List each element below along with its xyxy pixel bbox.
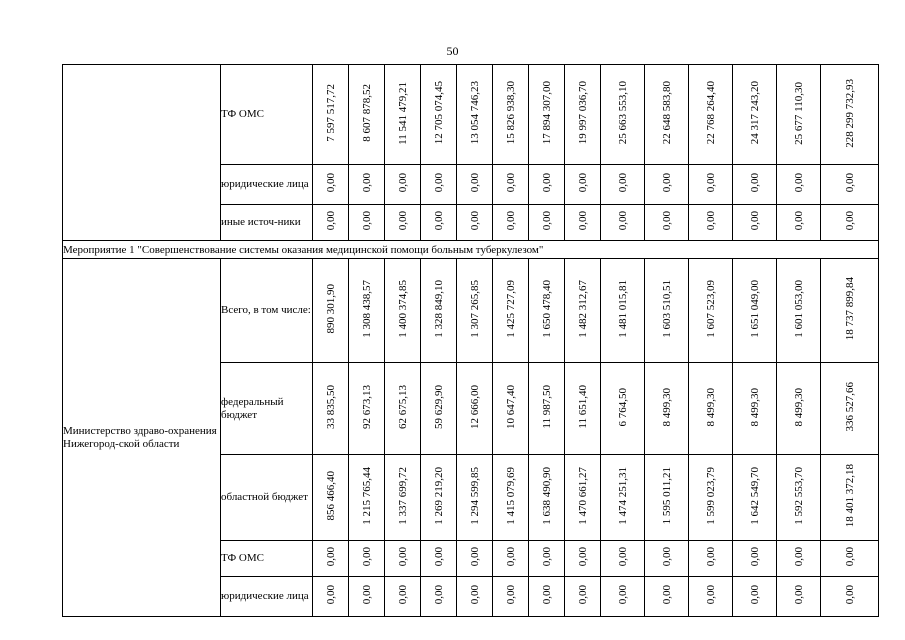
amount-cell <box>733 363 777 455</box>
amount-cell <box>457 205 493 241</box>
financing-table <box>62 64 879 617</box>
measure-title-row <box>63 241 879 259</box>
organization-cell <box>63 65 221 241</box>
amount-cell <box>421 65 457 165</box>
amount-value: 1 328 849,10 <box>432 280 445 338</box>
amount-value: 15 826 938,30 <box>504 81 517 145</box>
amount-cell <box>493 541 529 577</box>
amount-value: 1 603 510,51 <box>660 280 673 338</box>
amount-value: 0,00 <box>324 547 337 567</box>
amount-cell <box>349 205 385 241</box>
amount-value: 1 415 079,69 <box>504 467 517 525</box>
amount-value: 17 894 307,00 <box>540 81 553 145</box>
amount-cell <box>601 205 645 241</box>
amount-value: 0,00 <box>616 547 629 567</box>
amount-value: 24 317 243,20 <box>748 81 761 145</box>
amount-value: 10 647,40 <box>504 385 517 429</box>
amount-cell <box>313 165 349 205</box>
amount-value: 0,00 <box>360 547 373 567</box>
amount-cell <box>645 455 689 541</box>
amount-cell <box>313 455 349 541</box>
amount-value: 0,00 <box>540 173 553 193</box>
amount-value: 0,00 <box>576 547 589 567</box>
amount-value: 0,00 <box>468 585 481 605</box>
organization-cell: Министерство здраво-охранения Нижегород-ской области <box>63 259 221 617</box>
amount-value: 0,00 <box>843 211 856 231</box>
amount-cell <box>689 65 733 165</box>
amount-cell <box>385 541 421 577</box>
amount-value: 0,00 <box>540 547 553 567</box>
amount-cell <box>601 65 645 165</box>
amount-cell <box>313 541 349 577</box>
amount-value: 228 299 732,93 <box>843 78 856 148</box>
amount-value: 0,00 <box>504 585 517 605</box>
amount-value: 1 481 015,81 <box>616 280 629 338</box>
amount-value: 0,00 <box>504 547 517 567</box>
amount-cell <box>385 205 421 241</box>
amount-cell <box>689 205 733 241</box>
amount-value: 11 651,40 <box>576 385 589 429</box>
amount-cell <box>457 541 493 577</box>
amount-cell <box>565 165 601 205</box>
amount-cell <box>645 165 689 205</box>
amount-cell <box>777 363 821 455</box>
amount-cell <box>565 455 601 541</box>
amount-value: 25 677 110,30 <box>792 81 805 145</box>
amount-value: 8 499,30 <box>748 387 761 427</box>
amount-value: 0,00 <box>540 211 553 231</box>
amount-cell <box>821 259 879 363</box>
amount-cell <box>421 455 457 541</box>
amount-value: 0,00 <box>792 547 805 567</box>
amount-cell <box>493 363 529 455</box>
amount-value: 1 650 478,40 <box>540 280 553 338</box>
amount-cell <box>313 363 349 455</box>
amount-value: 0,00 <box>324 173 337 193</box>
amount-cell <box>565 65 601 165</box>
amount-value: 0,00 <box>704 547 717 567</box>
amount-cell <box>821 363 879 455</box>
amount-value: 0,00 <box>432 585 445 605</box>
amount-cell <box>601 541 645 577</box>
amount-value: 1 607 523,09 <box>704 280 717 338</box>
amount-value: 0,00 <box>396 585 409 605</box>
amount-cell <box>493 577 529 617</box>
amount-value: 8 607 878,52 <box>360 84 373 142</box>
amount-cell <box>529 259 565 363</box>
amount-value: 19 997 036,70 <box>576 81 589 145</box>
amount-cell <box>457 65 493 165</box>
amount-value: 0,00 <box>396 547 409 567</box>
amount-value: 0,00 <box>396 211 409 231</box>
amount-value: 1 638 490,90 <box>540 467 553 525</box>
amount-cell <box>821 65 879 165</box>
amount-value: 8 499,30 <box>704 387 717 427</box>
amount-value: 890 301,90 <box>324 284 337 334</box>
amount-cell <box>777 455 821 541</box>
amount-cell <box>457 363 493 455</box>
amount-value: 0,00 <box>792 211 805 231</box>
amount-value: 12 705 074,45 <box>432 81 445 145</box>
amount-value: 0,00 <box>748 547 761 567</box>
amount-cell <box>733 205 777 241</box>
amount-cell <box>493 455 529 541</box>
amount-value: 0,00 <box>576 211 589 231</box>
funding-source-label: федеральный бюджет <box>221 363 313 455</box>
amount-value: 0,00 <box>616 211 629 231</box>
amount-cell <box>733 259 777 363</box>
amount-cell <box>777 577 821 617</box>
amount-cell <box>421 165 457 205</box>
amount-cell <box>385 259 421 363</box>
funding-source-label: областной бюджет <box>221 455 313 541</box>
funding-source-label: ТФ ОМС <box>221 541 313 577</box>
amount-value: 0,00 <box>843 585 856 605</box>
amount-cell <box>385 455 421 541</box>
amount-value: 0,00 <box>660 547 673 567</box>
amount-cell <box>349 65 385 165</box>
amount-cell <box>777 65 821 165</box>
amount-value: 0,00 <box>748 173 761 193</box>
amount-value: 0,00 <box>360 585 373 605</box>
amount-cell <box>493 259 529 363</box>
amount-value: 0,00 <box>660 173 673 193</box>
amount-value: 0,00 <box>660 211 673 231</box>
amount-value: 1 294 599,85 <box>468 467 481 525</box>
amount-cell <box>645 205 689 241</box>
amount-cell <box>529 363 565 455</box>
amount-value: 8 499,30 <box>792 387 805 427</box>
amount-value: 0,00 <box>432 547 445 567</box>
amount-cell <box>645 541 689 577</box>
amount-value: 0,00 <box>748 585 761 605</box>
amount-value: 1 651 049,00 <box>748 280 761 338</box>
amount-cell <box>349 455 385 541</box>
amount-cell <box>313 577 349 617</box>
amount-cell <box>821 165 879 205</box>
amount-value: 11 987,50 <box>540 385 553 429</box>
amount-cell <box>777 541 821 577</box>
amount-cell <box>529 455 565 541</box>
amount-cell <box>645 259 689 363</box>
amount-cell <box>349 541 385 577</box>
amount-cell <box>313 65 349 165</box>
amount-cell <box>689 541 733 577</box>
amount-value: 1 482 312,67 <box>576 280 589 338</box>
amount-cell <box>733 577 777 617</box>
amount-cell <box>565 259 601 363</box>
amount-value: 18 737 899,84 <box>843 277 856 341</box>
amount-cell <box>349 577 385 617</box>
amount-cell <box>313 205 349 241</box>
funding-source-label: иные источ-ники <box>221 205 313 241</box>
amount-cell <box>733 65 777 165</box>
page-number: 50 <box>446 44 459 58</box>
amount-cell <box>421 205 457 241</box>
amount-value: 1 308 438,57 <box>360 280 373 338</box>
amount-cell <box>385 363 421 455</box>
amount-value: 8 499,30 <box>660 387 673 427</box>
amount-cell <box>601 363 645 455</box>
amount-cell <box>645 65 689 165</box>
amount-value: 18 401 372,18 <box>843 464 856 528</box>
amount-value: 1 601 053,00 <box>792 280 805 338</box>
amount-cell <box>529 65 565 165</box>
amount-cell <box>421 259 457 363</box>
amount-value: 0,00 <box>704 585 717 605</box>
amount-value: 0,00 <box>468 173 481 193</box>
amount-cell <box>601 165 645 205</box>
amount-cell <box>565 363 601 455</box>
amount-cell <box>529 165 565 205</box>
amount-value: 0,00 <box>360 211 373 231</box>
amount-cell <box>777 259 821 363</box>
amount-value: 336 527,66 <box>843 382 856 432</box>
amount-value: 0,00 <box>504 173 517 193</box>
amount-cell <box>493 165 529 205</box>
amount-cell <box>601 259 645 363</box>
funding-source-label: юридические лица <box>221 577 313 617</box>
amount-value: 62 675,13 <box>396 385 409 429</box>
amount-value: 0,00 <box>660 585 673 605</box>
amount-cell <box>421 577 457 617</box>
amount-value: 0,00 <box>468 547 481 567</box>
amount-value: 59 629,90 <box>432 385 445 429</box>
amount-cell <box>821 455 879 541</box>
amount-cell <box>733 455 777 541</box>
amount-value: 0,00 <box>432 211 445 231</box>
amount-cell <box>349 259 385 363</box>
amount-value: 1 269 219,20 <box>432 467 445 525</box>
amount-value: 1 599 023,79 <box>704 467 717 525</box>
amount-cell <box>493 205 529 241</box>
amount-cell <box>689 577 733 617</box>
amount-cell <box>385 165 421 205</box>
amount-cell <box>457 259 493 363</box>
amount-cell <box>821 205 879 241</box>
funding-source-label: ТФ ОМС <box>221 65 313 165</box>
amount-cell <box>349 363 385 455</box>
amount-cell <box>689 259 733 363</box>
amount-cell <box>689 455 733 541</box>
amount-cell <box>565 541 601 577</box>
measure-title: Мероприятие 1 "Совершенствование системы оказания медицинской помощи больным туберкулезом" <box>63 241 879 259</box>
amount-value: 0,00 <box>792 173 805 193</box>
amount-cell <box>645 577 689 617</box>
amount-value: 1 307 265,85 <box>468 280 481 338</box>
amount-cell <box>457 455 493 541</box>
amount-value: 11 541 479,21 <box>396 81 409 145</box>
amount-value: 0,00 <box>324 211 337 231</box>
amount-value: 0,00 <box>396 173 409 193</box>
amount-value: 0,00 <box>704 173 717 193</box>
amount-value: 33 835,50 <box>324 385 337 429</box>
amount-cell <box>457 165 493 205</box>
amount-cell <box>529 205 565 241</box>
amount-cell <box>421 541 457 577</box>
amount-value: 0,00 <box>843 547 856 567</box>
amount-value: 0,00 <box>432 173 445 193</box>
amount-cell <box>385 577 421 617</box>
amount-value: 0,00 <box>704 211 717 231</box>
amount-cell <box>777 165 821 205</box>
amount-value: 1 592 553,70 <box>792 467 805 525</box>
amount-cell <box>457 577 493 617</box>
amount-cell <box>733 541 777 577</box>
amount-cell <box>733 165 777 205</box>
amount-value: 0,00 <box>843 173 856 193</box>
amount-value: 0,00 <box>616 585 629 605</box>
funding-source-label: юридические лица <box>221 165 313 205</box>
amount-cell <box>349 165 385 205</box>
amount-value: 25 663 553,10 <box>616 81 629 145</box>
amount-value: 0,00 <box>468 211 481 231</box>
amount-value: 1 595 011,21 <box>660 467 673 525</box>
amount-value: 0,00 <box>540 585 553 605</box>
amount-value: 12 666,00 <box>468 385 481 429</box>
amount-value: 0,00 <box>360 173 373 193</box>
amount-cell <box>601 577 645 617</box>
amount-cell <box>689 363 733 455</box>
amount-value: 0,00 <box>324 585 337 605</box>
amount-value: 0,00 <box>504 211 517 231</box>
amount-cell <box>421 363 457 455</box>
amount-value: 1 400 374,85 <box>396 280 409 338</box>
amount-cell <box>645 363 689 455</box>
amount-value: 22 648 583,80 <box>660 81 673 145</box>
amount-value: 0,00 <box>616 173 629 193</box>
amount-value: 1 337 699,72 <box>396 467 409 525</box>
amount-value: 6 764,50 <box>616 387 629 427</box>
amount-value: 1 470 661,27 <box>576 467 589 525</box>
amount-value: 0,00 <box>792 585 805 605</box>
amount-cell <box>777 205 821 241</box>
amount-cell <box>601 455 645 541</box>
amount-value: 7 597 517,72 <box>324 84 337 142</box>
funding-source-label: Всего, в том числе: <box>221 259 313 363</box>
amount-cell <box>565 577 601 617</box>
amount-cell <box>529 541 565 577</box>
amount-value: 1 474 251,31 <box>616 467 629 525</box>
amount-value: 856 466,40 <box>324 471 337 521</box>
amount-value: 92 673,13 <box>360 385 373 429</box>
amount-value: 22 768 264,40 <box>704 81 717 145</box>
amount-cell <box>529 577 565 617</box>
amount-value: 13 054 746,23 <box>468 81 481 145</box>
amount-value: 0,00 <box>576 585 589 605</box>
amount-value: 0,00 <box>748 211 761 231</box>
amount-cell <box>565 205 601 241</box>
amount-cell <box>385 65 421 165</box>
amount-cell <box>821 577 879 617</box>
table-row <box>63 259 879 363</box>
amount-value: 1 215 765,44 <box>360 467 373 525</box>
amount-cell <box>689 165 733 205</box>
table-row <box>63 65 879 165</box>
amount-value: 1 642 549,70 <box>748 467 761 525</box>
amount-cell <box>313 259 349 363</box>
amount-cell <box>821 541 879 577</box>
amount-cell <box>493 65 529 165</box>
amount-value: 1 425 727,09 <box>504 280 517 338</box>
amount-value: 0,00 <box>576 173 589 193</box>
